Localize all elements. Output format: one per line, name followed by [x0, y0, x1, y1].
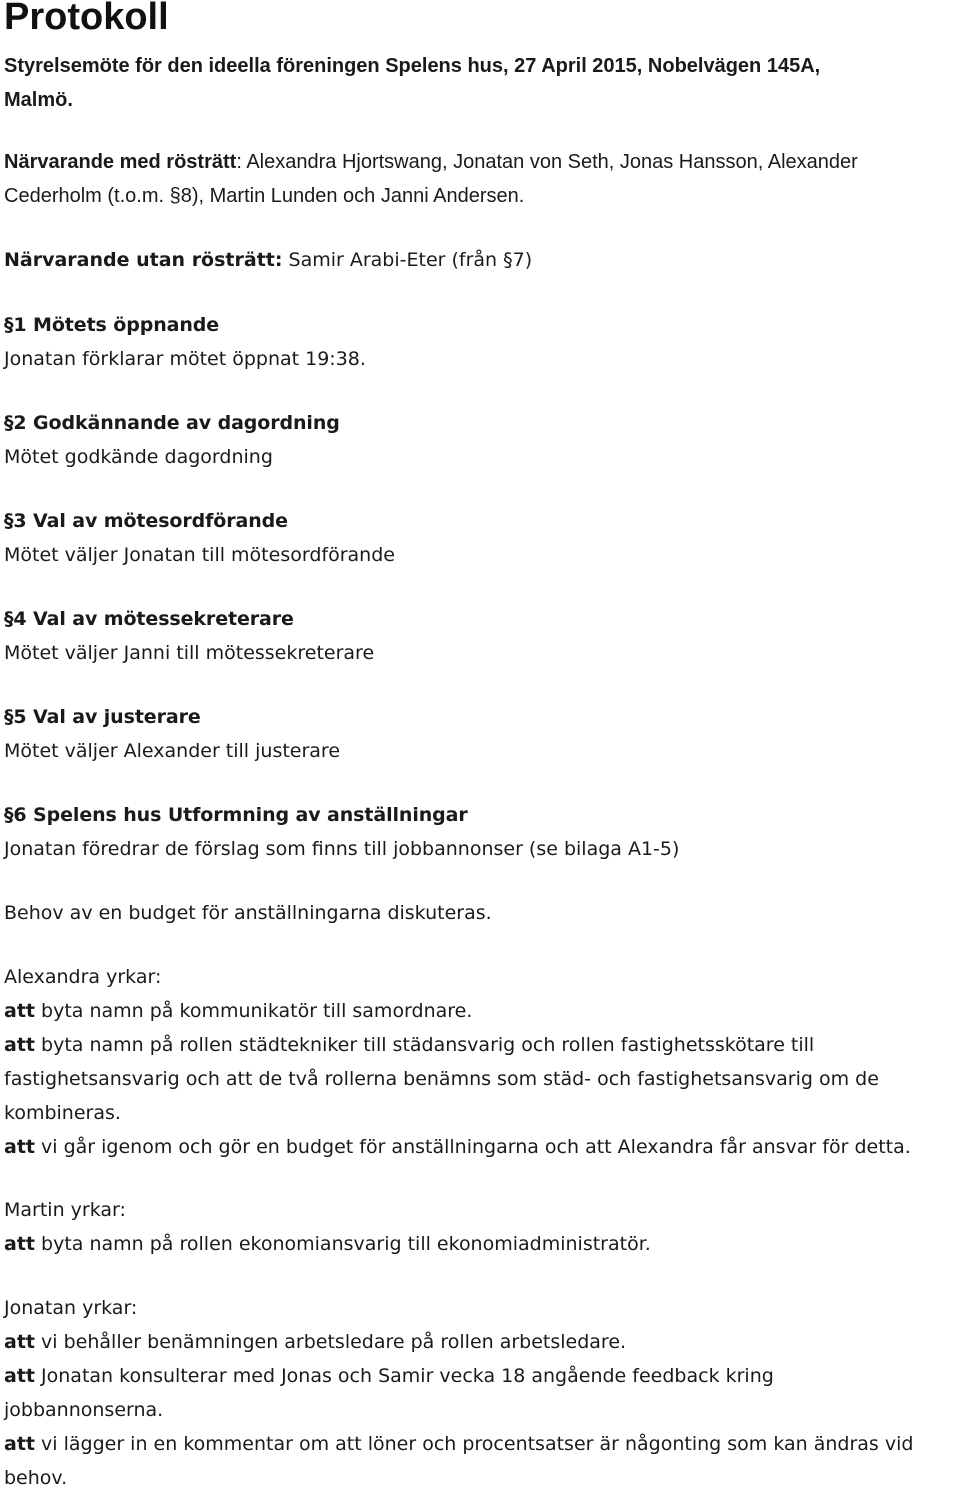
section-heading: §2 Godkännande av dagordning: [4, 412, 340, 434]
motion-item: [4, 1427, 954, 1495]
section-heading: §4 Val av mötessekreterare: [4, 608, 294, 630]
att-keyword: att: [4, 1331, 35, 1353]
motion-text: byta namn på rollen städtekniker till städansvarig och rollen fastighetsskötare till: [35, 1034, 815, 1056]
meeting-info-line1: Styrelsemöte för den ideella föreningen Spelens hus, 27 April 2015, Nobelvägen 145A,: [4, 55, 821, 77]
martin-motions: [4, 1193, 954, 1261]
motion-text: byta namn på rollen ekonomiansvarig till ekonomiadministratör.: [35, 1233, 651, 1255]
section-heading: §5 Val av justerare: [4, 706, 201, 728]
attendees-nonvoting: [4, 243, 954, 277]
motion-item: [4, 1130, 954, 1164]
motion-item: [4, 1359, 954, 1427]
att-keyword: att: [4, 1034, 35, 1056]
attendees-voting-names-1: : Alexandra Hjortswang, Jonatan von Seth, Jonas Hansson, Alexander: [236, 151, 858, 173]
section-text: Jonatan förklarar mötet öppnat 19:38.: [4, 348, 366, 370]
attendees-voting-names-2: Cederholm (t.o.m. §8), Martin Lunden och Janni Andersen.: [4, 185, 525, 207]
section-heading: §1 Mötets öppnande: [4, 314, 220, 336]
motion-item: [4, 994, 954, 1028]
motion-speaker-label: Martin yrkar:: [4, 1199, 126, 1221]
alexandra-motions: [4, 960, 954, 1164]
att-keyword: att: [4, 1233, 35, 1255]
section-1: [4, 308, 954, 376]
motion-speaker-label: Jonatan yrkar:: [4, 1297, 138, 1319]
jonatan-motions: [4, 1291, 954, 1495]
section-5: [4, 700, 954, 768]
motion-text: Jonatan konsulterar med Jonas och Samir vecka 18 angående feedback kring: [35, 1365, 774, 1387]
section-text: Jonatan föredrar de förslag som finns till jobbannonser (se bilaga A1-5): [4, 838, 680, 860]
motion-item: [4, 1028, 954, 1130]
meeting-info: [4, 49, 954, 117]
att-keyword: att: [4, 1000, 35, 1022]
motion-text: vi lägger in en kommentar om att löner och procentsatser är någonting som kan ändras vid: [35, 1433, 914, 1455]
section-4: [4, 602, 954, 670]
section-heading: §6 Spelens hus Utformning av anställningar: [4, 804, 468, 826]
motion-text: kombineras.: [4, 1102, 121, 1124]
attendees-voting: [4, 145, 954, 213]
attendees-voting-label: Närvarande med rösträtt: [4, 151, 237, 173]
section-text: Mötet godkände dagordning: [4, 446, 273, 468]
att-keyword: att: [4, 1136, 35, 1158]
motion-text: vi går igenom och gör en budget för anställningarna och att Alexandra får ansvar för detta.: [35, 1136, 911, 1158]
motion-item: [4, 1227, 954, 1261]
section-text: Mötet väljer Janni till mötessekreterare: [4, 642, 375, 664]
att-keyword: att: [4, 1433, 35, 1455]
attendees-nonvoting-names: Samir Arabi-Eter (från §7): [282, 249, 533, 271]
motion-text: byta namn på kommunikatör till samordnare.: [35, 1000, 473, 1022]
section-3: [4, 504, 954, 572]
section-text: Mötet väljer Alexander till justerare: [4, 740, 341, 762]
section-2: [4, 406, 954, 474]
attendees-nonvoting-label: Närvarande utan rösträtt:: [4, 249, 283, 271]
motion-item: [4, 1325, 954, 1359]
motion-text: fastighetsansvarig och att de två rollerna benämns som städ- och fastighetsansvarig om de: [4, 1068, 879, 1090]
motion-text: behov.: [4, 1467, 68, 1489]
section-6: [4, 798, 954, 866]
section-text: Mötet väljer Jonatan till mötesordförande: [4, 544, 395, 566]
document-title: Protokoll: [4, 0, 169, 38]
motion-text: vi behåller benämningen arbetsledare på rollen arbetsledare.: [35, 1331, 627, 1353]
meeting-info-line2: Malmö.: [4, 89, 73, 111]
motion-speaker-label: Alexandra yrkar:: [4, 966, 162, 988]
budget-note: Behov av en budget för anställningarna diskuteras.: [4, 902, 492, 924]
att-keyword: att: [4, 1365, 35, 1387]
section-heading: §3 Val av mötesordförande: [4, 510, 288, 532]
motion-text: jobbannonserna.: [4, 1399, 164, 1421]
